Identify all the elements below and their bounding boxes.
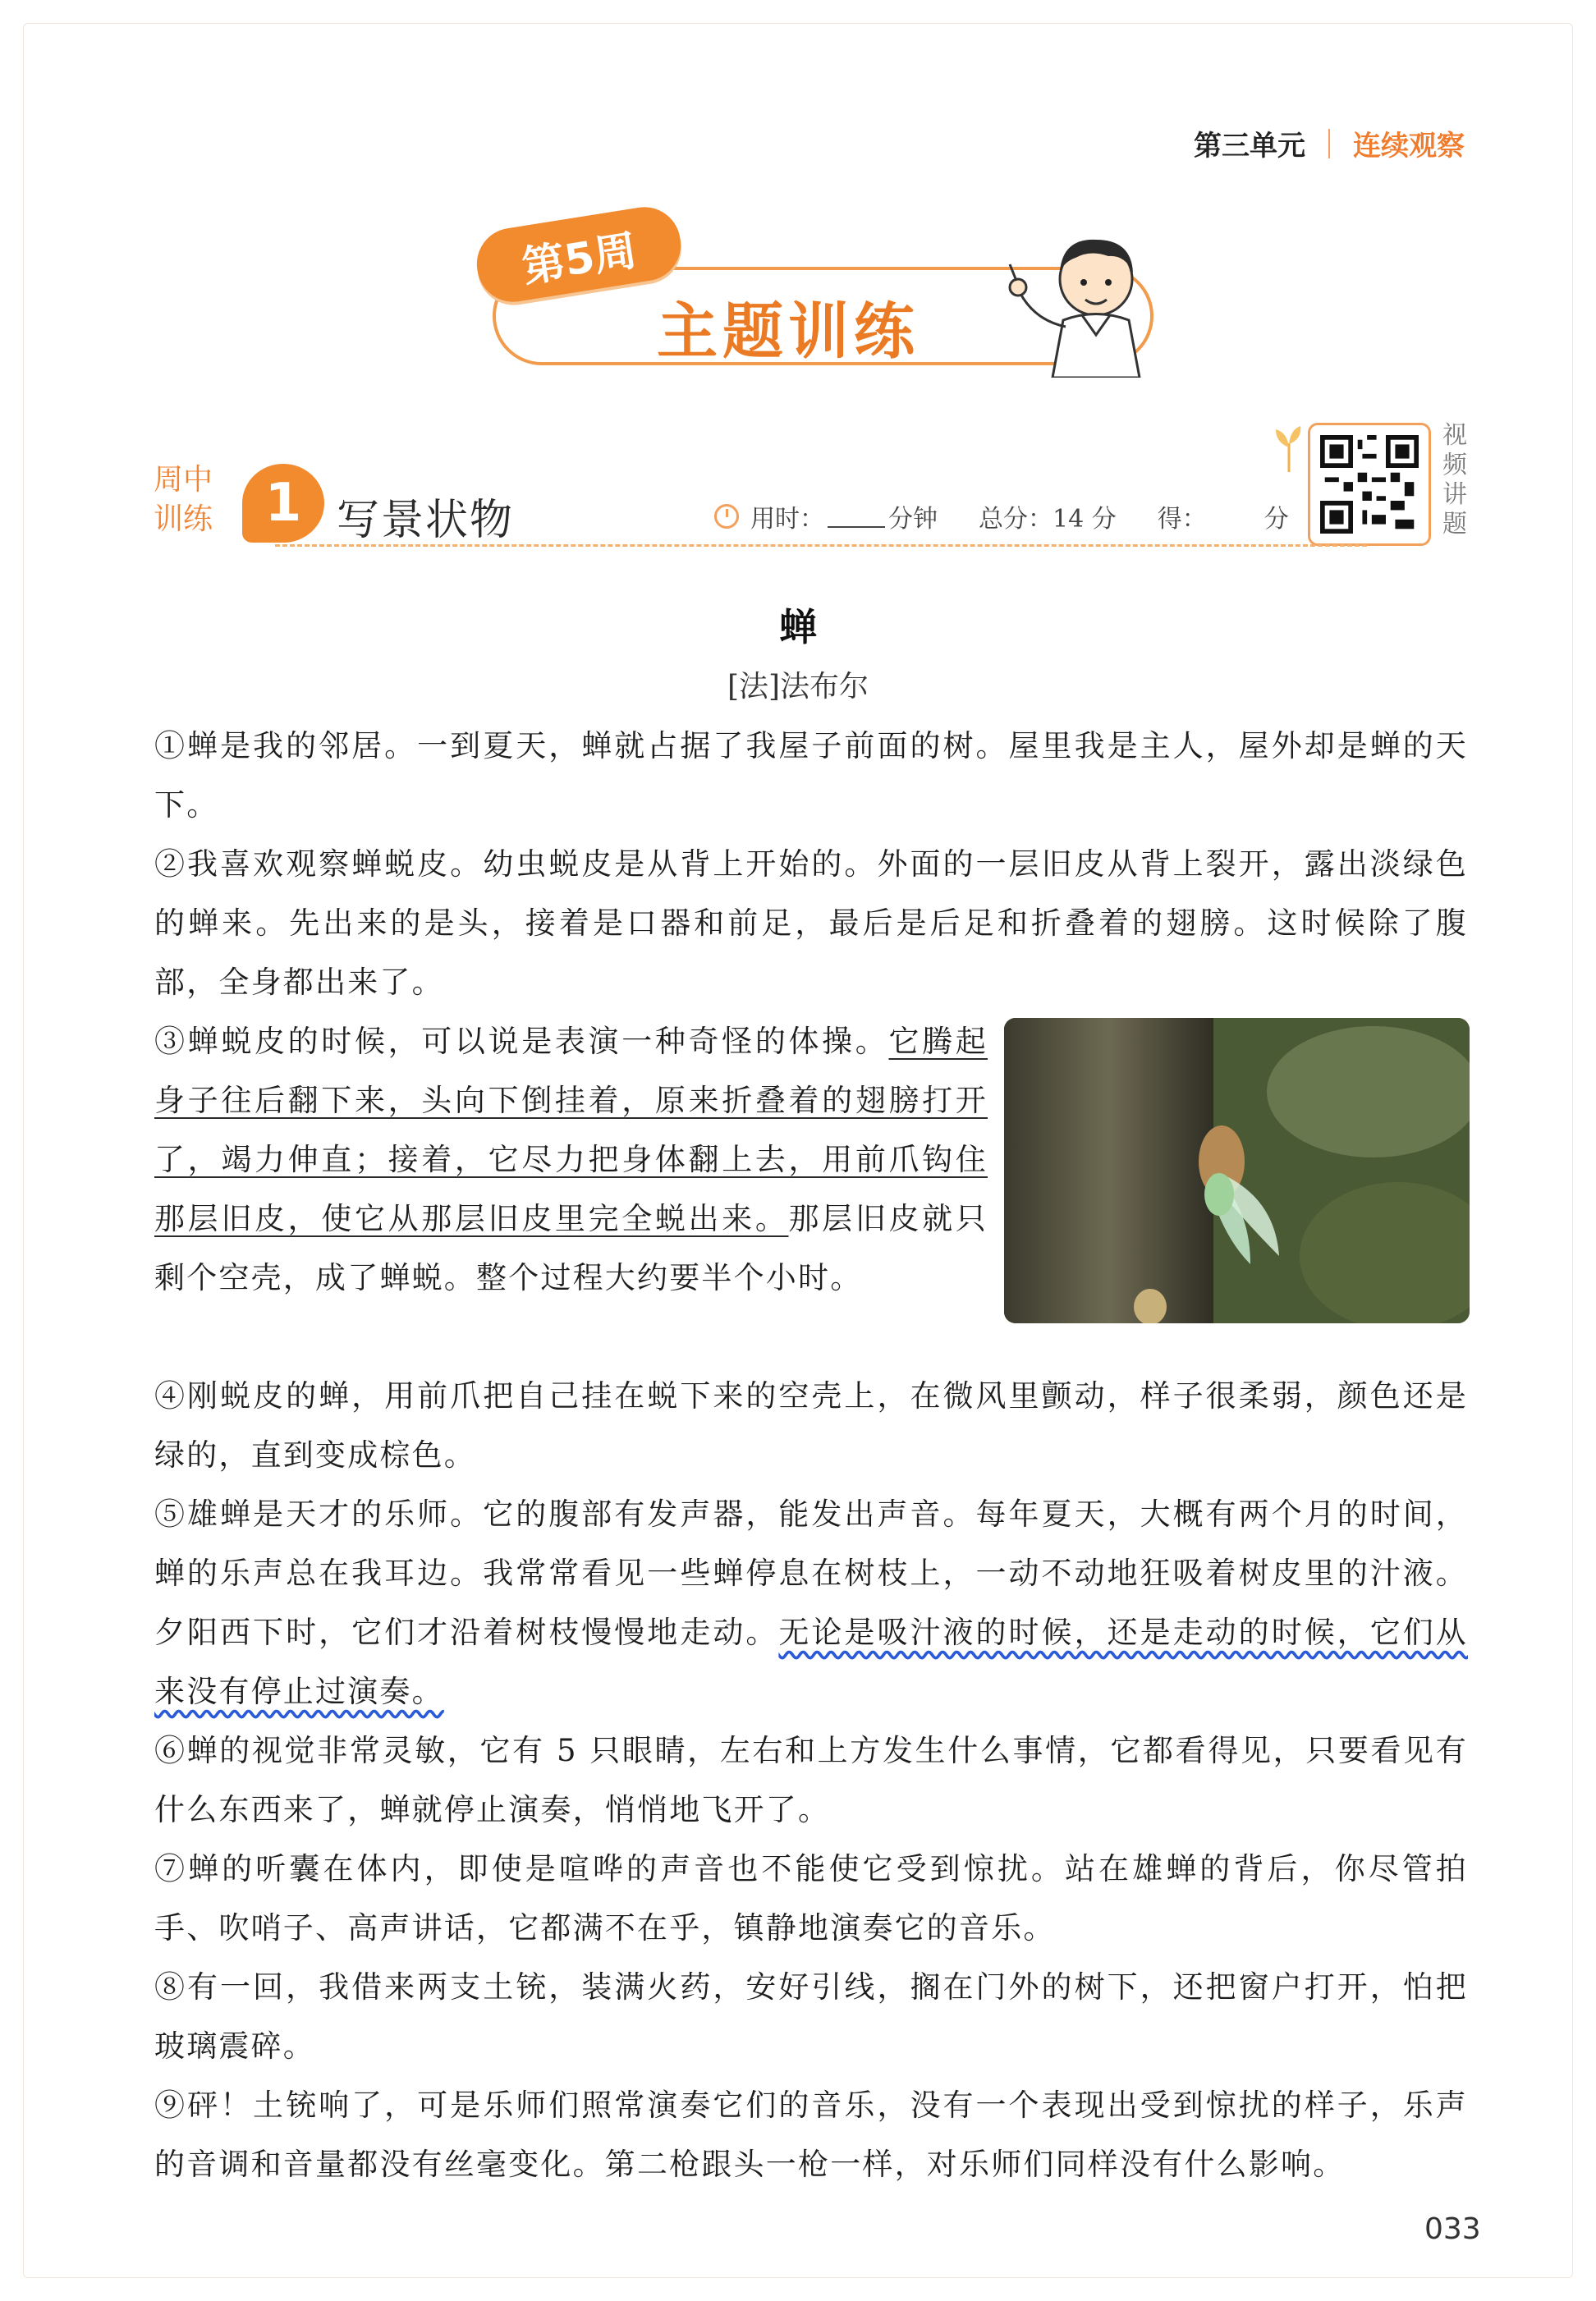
section-bar [152,421,1467,550]
cartoon-teacher-icon [985,222,1174,378]
paragraph-9: ⑨砰！土铳响了，可是乐师们照常演奏它们的音乐，没有一个表现出受到惊扰的样子，乐声的音调和音量都没有丝毫变化。第二枪跟头一枪一样，对乐师们同样没有什么影响。 [154,2088,1468,2182]
qr-code[interactable] [1308,423,1431,546]
paragraph-6: ⑥蝉的视觉非常灵敏，它有 5 只眼睛，左右和上方发生什么事情，它都看得见，只要看见有什么东西来了，蝉就停止演奏，悄悄地飞开了。 [154,1733,1468,1827]
header-divider [1328,129,1330,158]
unit-number: 第三单元 [1194,130,1305,163]
score-label: 得： [1157,505,1207,534]
section-tag: 周中训练 [154,463,213,536]
sprout-icon [1273,423,1305,472]
time-label: 用时： [750,505,824,534]
section-divider [275,544,1367,547]
paragraph-3-end: 那层旧皮就只剩个空壳，成了蝉蜕。整个过程大约要半个小时。 [154,1201,988,1295]
timing-info [714,498,1289,534]
paragraph-5 [154,1485,1468,1721]
section-number: 1 [242,464,324,543]
unit-header [1194,123,1465,163]
week-badge: 第5周 [471,202,686,307]
cicada-photo-icon [1004,1018,1470,1323]
clock-icon [714,504,739,529]
article-title: 蝉 [779,605,817,649]
section-title: 写景状物 [337,496,515,545]
cicada-photo [1004,1018,1470,1323]
paragraph-2: ②我喜欢观察蝉蜕皮。幼虫蜕皮是从背上开始的。外面的一层旧皮从背上裂开，露出淡绿色的蝉来。先出来的是头，接着是口器和前足，最后是后足和折叠着的翅膀。这时候除了腹部，全身都出来了。 [154,846,1468,1000]
paragraph-5-wavy: 无论是吸汁液的时候，还是走动的时候，它们从来没有停止过演奏。 [154,1615,1468,1709]
unit-name: 连续观察 [1353,130,1465,163]
paragraph-4: ④刚蜕皮的蝉，用前爪把自己挂在蜕下来的空壳上，在微风里颤动，样子很柔弱，颜色还是绿的，直到变成棕色。 [154,1378,1468,1473]
score-unit: 分 [1264,505,1289,534]
qr-caption: 视频讲题 [1442,421,1467,539]
paragraph-1: ①蝉是我的邻居。一到夏天，蝉就占据了我屋子前面的树。屋里我是主人，屋外却是蝉的天下。 [154,728,1468,823]
page-number: 033 [1424,2212,1481,2246]
time-blank[interactable] [828,505,885,528]
week-banner [493,218,1158,374]
paragraph-3-intro: ③蝉蜕皮的时候，可以说是表演一种奇怪的体操。 [154,1024,889,1059]
paragraph-7: ⑦蝉的听囊在体内，即使是喧哗的声音也不能使它受到惊扰。站在雄蝉的背后，你尽管拍手、吹哨子、高声讲话，它都满不在乎，镇静地演奏它的音乐。 [154,1851,1468,1946]
article-author: [法]法布尔 [727,670,869,704]
banner-title: 主题训练 [657,296,920,367]
paragraph-8: ⑧有一回，我借来两支土铳，装满火药，安好引线，搁在门外的树下，还把窗户打开，怕把玻璃震碎。 [154,1969,1468,2064]
paragraph-3 [154,1012,988,1308]
paragraph-5-main: ⑤雄蝉是天才的乐师。它的腹部有发声器，能发出声音。每年夏天，大概有两个月的时间，蝉的乐声总在我耳边。我常常看见一些蝉停息在树枝上，一动不动地狂吸着树皮里的汁液。夕阳西下时，它们才沿着树枝慢慢地走动。 [154,1497,1468,1650]
total-score: 总分：14 分 [979,505,1117,534]
qr-code-icon [1320,435,1419,534]
paragraph-3-underlined: 它腾起身子往后翻下来，头向下倒挂着，原来折叠着的翅膀打开了，竭力伸直；接着，它尽力把身体翻上去，用前爪钩住那层旧皮，使它从那层旧皮里完全蜕出来。 [154,1024,988,1236]
time-unit: 分钟 [888,505,938,534]
